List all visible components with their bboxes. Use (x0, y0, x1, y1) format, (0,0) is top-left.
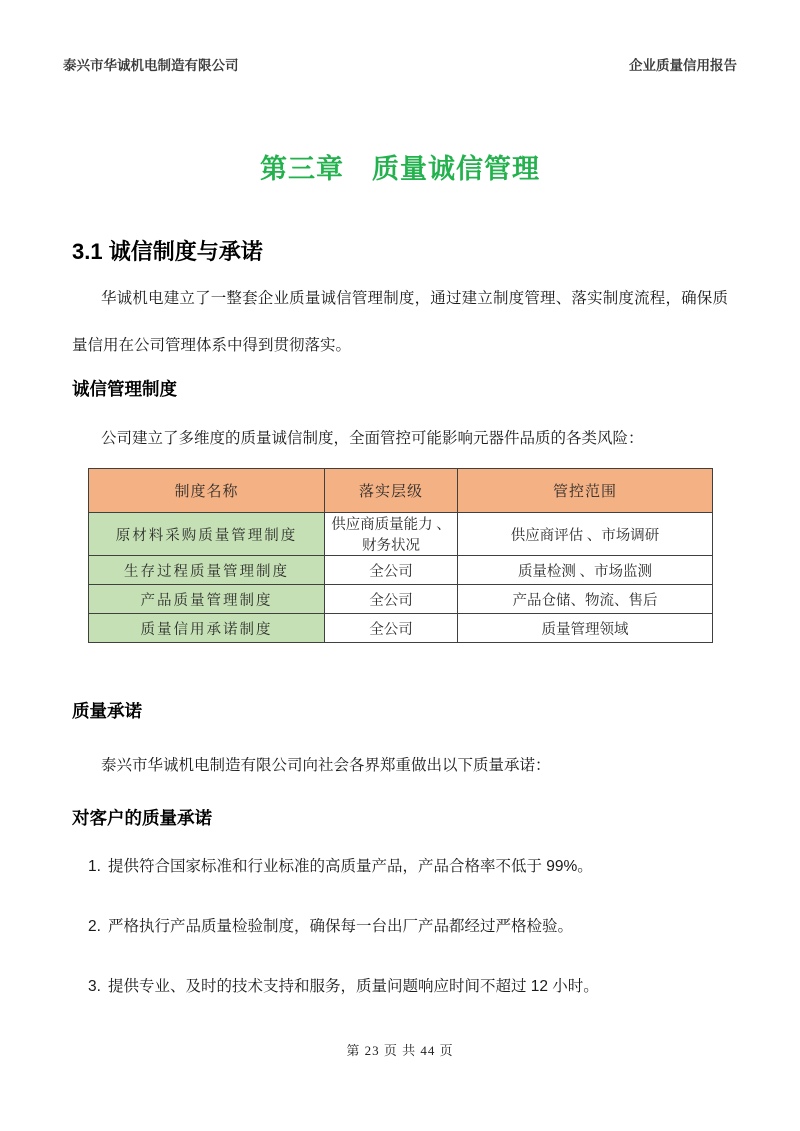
list-item (88, 963, 728, 1010)
list-item-number: 2. (88, 918, 101, 935)
customer-commitment-list (72, 843, 728, 1010)
table-cell-level: 供应商质量能力 、财务状况 (325, 513, 458, 556)
table-cell-scope: 质量管理领域 (458, 614, 713, 643)
table-cell-scope: 质量检测 、市场监测 (458, 556, 713, 585)
integrity-system-table (88, 468, 713, 643)
table-cell-system-name: 质量信用承诺制度 (89, 614, 325, 643)
section-intro-paragraph: 华诚机电建立了一整套企业质量诚信管理制度，通过建立制度管理、落实制度流程，确保质量信用在公司管理体系中得到贯彻落实。 (72, 290, 728, 354)
list-item (88, 903, 728, 950)
table-row (89, 614, 713, 643)
table-cell-level: 全公司 (325, 585, 458, 614)
page-number-footer: 第 23 页 共 44 页 (346, 1043, 454, 1058)
integrity-system-intro: 公司建立了多维度的质量诚信制度，全面管控可能影响元器件品质的各类风险： (101, 430, 644, 447)
chapter-title: 第三章 质量诚信管理 (260, 154, 540, 184)
running-header (0, 0, 800, 75)
header-report-title: 企业质量信用报告 (629, 58, 737, 73)
table-cell-system-name: 原材料采购质量管理制度 (89, 513, 325, 556)
list-item-text: 提供专业、及时的技术支持和服务，质量问题响应时间不超过 12 小时。 (107, 978, 599, 995)
page-content (0, 237, 800, 1010)
table-cell-system-name: 生存过程质量管理制度 (89, 556, 325, 585)
list-item-number: 3. (88, 978, 101, 995)
list-item (88, 843, 728, 890)
table-cell-scope: 供应商评估 、市场调研 (458, 513, 713, 556)
table-header-cell: 制度名称 (89, 469, 325, 513)
customer-commitment-heading: 对客户的质量承诺 (72, 808, 212, 828)
table-cell-level: 全公司 (325, 556, 458, 585)
table-header-cell: 落实层级 (325, 469, 458, 513)
quality-commitment-heading: 质量承诺 (72, 701, 142, 721)
table-cell-scope: 产品仓储、物流、售后 (458, 585, 713, 614)
table-row (89, 585, 713, 614)
table-cell-system-name: 产品质量管理制度 (89, 585, 325, 614)
table-cell-level: 全公司 (325, 614, 458, 643)
list-item-text: 严格执行产品质量检验制度，确保每一台出厂产品都经过严格检验。 (107, 918, 573, 935)
section-heading-3-1: 3.1 诚信制度与承诺 (72, 239, 263, 264)
table-header-row (89, 469, 713, 513)
header-company-name: 泰兴市华诚机电制造有限公司 (63, 58, 239, 73)
list-item-text: 提供符合国家标准和行业标准的高质量产品，产品合格率不低于 99%。 (107, 858, 593, 875)
list-item-number: 1. (88, 858, 101, 875)
table-header-cell: 管控范围 (458, 469, 713, 513)
table-row (89, 556, 713, 585)
table-row (89, 513, 713, 556)
quality-commitment-intro: 泰兴市华诚机电制造有限公司向社会各界郑重做出以下质量承诺： (101, 757, 551, 774)
integrity-system-heading: 诚信管理制度 (72, 379, 177, 399)
